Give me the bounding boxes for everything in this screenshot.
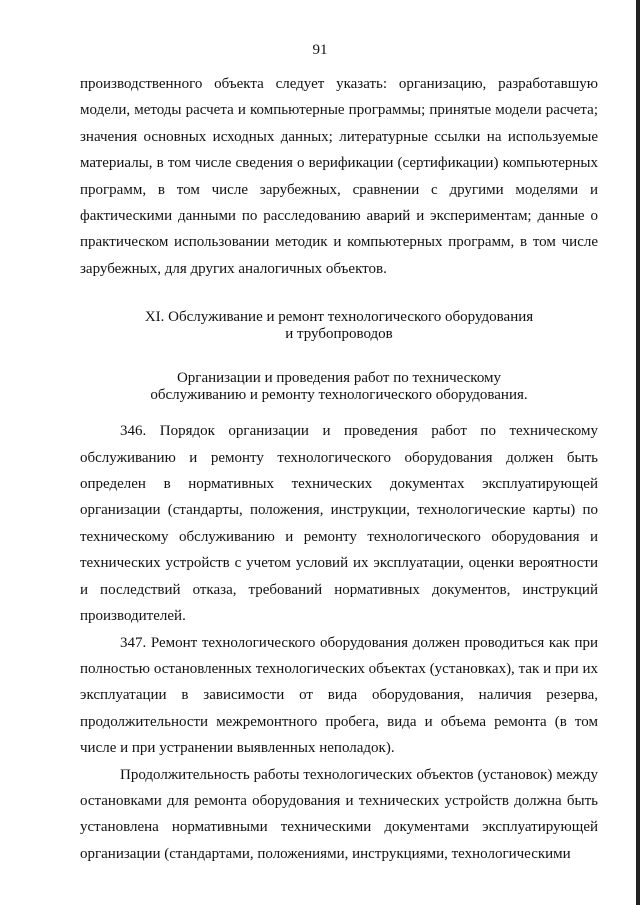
page-number: 91 — [312, 42, 328, 58]
paragraph-repair-duration: Продолжительность работы технологических объектов (установок) между остановками для ремонта оборудования и технических устройств должна быть установлена нормативными техническими документами эксплуатирующей организации (стандартами, положениями, инструкциями, технологическими — [80, 766, 598, 862]
document-body — [80, 71, 598, 867]
section-title-line-1: XI. Обслуживание и ремонт технологического оборудования — [144, 309, 534, 326]
subsection-heading — [80, 370, 598, 404]
section-title-line-2: и трубопроводов — [285, 326, 393, 343]
section-heading — [80, 309, 598, 343]
subsection-title-line-1: Организации и проведения работ по техническому — [176, 370, 502, 387]
paragraph-347: 347. Ремонт технологического оборудования должен проводиться как при полностью остановленных технологических объектах (установках), так и при их эксплуатации в зависимости от вида оборудования, наличия резерва, продолжительности межремонтного пробега, вида и объема ремонта (в том числе и при устранении выявленных неполадок). — [80, 634, 598, 757]
subsection-title-line-2: обслуживанию и ремонту технологического оборудования. — [150, 387, 528, 404]
scan-edge — [636, 0, 640, 905]
intro-paragraph: производственного объекта следует указать: организацию, разработавшую модели, методы расчета и компьютерные программы; принятые модели расчета; значения основных исходных данных; литературные ссылки на используемые материалы, в том числе сведения о верификации (сертификации) компьютерных программ, в том числе зарубежных, сравнении с другими моделями и фактическими данными по расследованию аварий и экспериментам; данные о практическом использовании методик и компьютерных программ, в том числе зарубежных, для других аналогичных объектов. — [80, 76, 598, 277]
paragraph-346: 346. Порядок организации и проведения работ по техническому обслуживанию и ремонту технологического оборудования должен быть определен в нормативных технических документах эксплуатирующей организации (стандарты, положения, инструкции, технологические карты) по техническому обслуживанию и ремонту технологического оборудования и технических устройств с учетом условий их эксплуатации, оценки вероятности и последствий отказа, требований нормативных документов, инструкций производителей. — [80, 423, 598, 625]
